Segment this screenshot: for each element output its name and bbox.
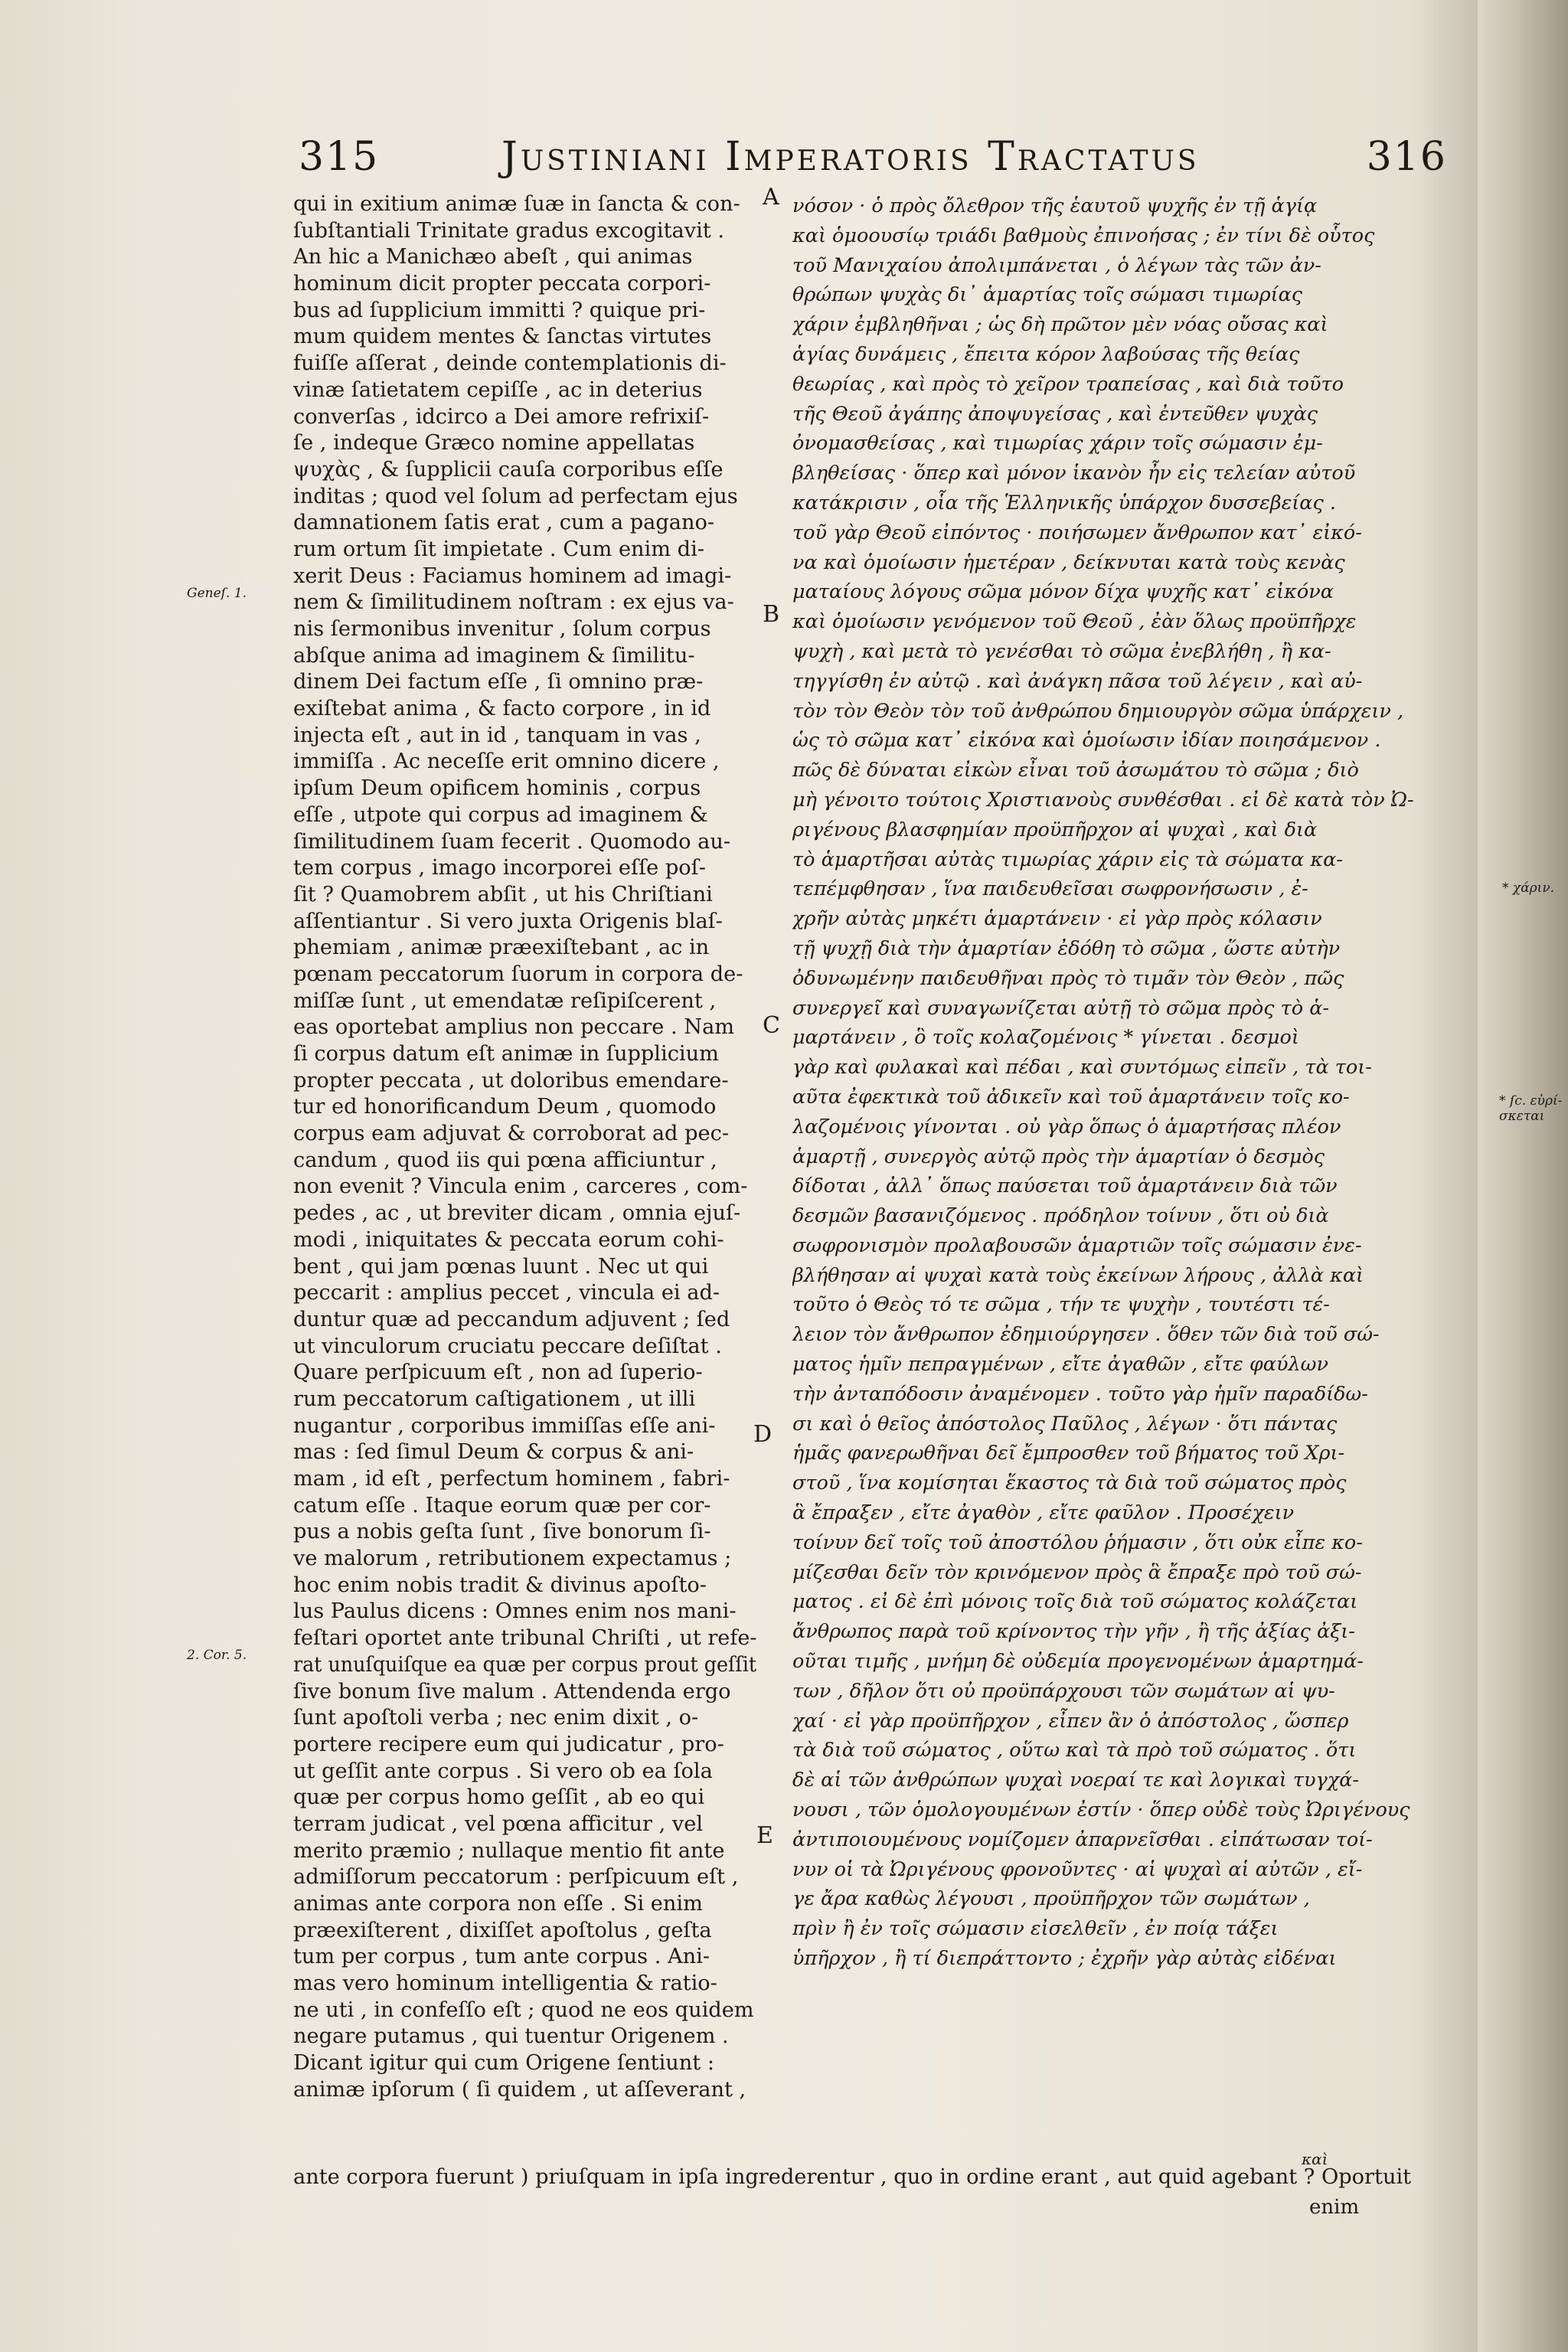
- latin-text-line: ipſum Deum opificem hominis , corpus: [293, 776, 701, 801]
- latin-text-line: merito præmio ; nullaque mentio fit ante: [293, 1838, 725, 1863]
- latin-text-line: ſimilitudinem ſuam fecerit . Quomodo au-: [293, 829, 731, 854]
- margin-note-genesis: Geneſ. 1.: [187, 586, 247, 601]
- latin-text-line: mam , id eſt , perfectum hominem , fabri-: [293, 1467, 730, 1491]
- latin-text-line: converſas , idcirco a Dei amore refrixiſ-: [293, 404, 710, 429]
- latin-text-line: tem corpus , imago incorporei eſſe poſ-: [293, 856, 706, 880]
- latin-text-line: propter peccata , ut doloribus emendare-: [293, 1068, 729, 1093]
- latin-text-line: aſſentiantur . Si vero juxta Origenis blaſ-: [293, 909, 723, 933]
- bottom-full-width-line: ante corpora fuerunt ) priuſquam in ipſa ingrederentur , quo in ordine erant , aut quid agebant ? Oportuit: [293, 2165, 1412, 2189]
- greek-text-line: των , δῆλον ὅτι οὐ προϋπάρχουσι τῶν σωμάτων αἱ ψυ-: [792, 1679, 1335, 1703]
- greek-text-line: μὴ γένοιτο τούτοις Χριστιανοὺς συνθέσθαι . εἰ δὲ κατὰ τὸν Ὠ-: [792, 788, 1414, 812]
- greek-text-line: οῦται τιμῆς , μνήμη δὲ οὐδεμία προγενομένων ἁμαρτημά-: [792, 1650, 1364, 1674]
- latin-text-line: vinæ ſatietatem cepiſſe , ac in deterius: [293, 377, 703, 402]
- margin-note-right-2: * ſc. εὑρί- σκεται: [1499, 1093, 1563, 1124]
- greek-text-line: ἁγίας δυνάμεις , ἔπειτα κόρον λαβούσας τῆς θείας: [792, 342, 1300, 366]
- latin-column: [293, 191, 756, 2104]
- greek-text-line: ὀδυνωμένην παιδευθῆναι πρὸς τὸ τιμᾶν τὸν Θεὸν , πῶς: [792, 966, 1344, 990]
- greek-text-line: πρὶν ἢ ἐν τοῖς σώμασιν εἰσελθεῖν , ἐν ποίᾳ τάξει: [792, 1917, 1279, 1941]
- latin-text-line: exiſtebat anima , & facto corpore , in id: [293, 697, 711, 721]
- catchword-latin: enim: [1309, 2196, 1360, 2219]
- latin-text-line: ſe , indeque Græco nomine appellatas: [293, 431, 695, 456]
- page-number-right: 316: [1366, 134, 1447, 180]
- latin-text-line: corpus eam adjuvat & corroborat ad pec-: [293, 1122, 730, 1146]
- latin-text-line: immiſſa . Ac neceſſe erit omnino dicere ,: [293, 750, 720, 774]
- greek-text-line: θεωρίας , καὶ πρὸς τὸ χεῖρον τραπείσας , καὶ διὰ τοῦτο: [792, 372, 1344, 396]
- greek-text-line: ὀνομασθείσας , καὶ τιμωρίας χάριν τοῖς σώμασιν ἐμ-: [792, 432, 1323, 456]
- latin-text-line: qui in exitium animæ ſuæ in ſancta & con-: [293, 192, 740, 216]
- greek-text-line: πῶς δὲ δύναται εἰκὼν εἶναι τοῦ ἀσωμάτου τὸ σῶμα ; διὸ: [792, 759, 1359, 782]
- greek-text-line: νυν οἱ τὰ Ὠριγένους φρονοῦντες · αἱ ψυχαὶ αἱ αὐτῶν , εἴ-: [792, 1857, 1363, 1881]
- catchword-greek: καὶ: [1302, 2150, 1328, 2168]
- greek-text-line: καὶ ὁμοουσίῳ τριάδι βαθμοὺς ἐπινοήσας ; ἐν τίνι δὲ οὗτος: [792, 224, 1375, 247]
- latin-text-line: ſubſtantiali Trinitate gradus excogitavit .: [293, 218, 724, 243]
- latin-text-line: pœnam peccatorum ſuorum in corpora de-: [293, 962, 743, 986]
- latin-text-line: feſtari oportet ante tribunal Chriſti , ut refe-: [293, 1626, 756, 1651]
- latin-text-line: bent , qui jam pœnas luunt . Nec ut qui: [293, 1254, 709, 1279]
- latin-text-line: mas vero hominum intelligentia & ratio-: [293, 1971, 717, 1996]
- greek-text-line: τοίνυν δεῖ τοῖς τοῦ ἀποστόλου ῥήμασιν , ὅτι οὐκ εἶπε κο-: [792, 1530, 1363, 1554]
- latin-text-line: quæ per corpus homo geſſit , ab eo qui: [293, 1785, 705, 1810]
- latin-text-line: abſque anima ad imaginem & ſimilitu-: [293, 643, 695, 668]
- latin-text-line: Dicant igitur qui cum Origene ſentiunt :: [293, 2051, 715, 2076]
- greek-text-line: θρώπων ψυχὰς δι᾽ ἁμαρτίας τοῖς σώμασι τιμωρίας: [792, 283, 1303, 307]
- latin-text-line: phemiam , animæ præexiſtebant , ac in: [293, 936, 710, 960]
- latin-text-line: candum , quod iis qui pœna afficiuntur ,: [293, 1148, 717, 1172]
- greek-text-line: σωφρονισμὸν προλαβουσῶν ἁμαρτιῶν τοῖς σώμασιν ἐνε-: [792, 1233, 1362, 1257]
- latin-text-line: modi , iniquitates & peccata eorum cohi-: [293, 1227, 724, 1252]
- latin-text-line: portere recipere eum qui judicatur , pro-: [293, 1732, 724, 1756]
- section-letter-d: D: [753, 1421, 773, 1448]
- margin-note-right-1: * χάριν.: [1502, 880, 1555, 896]
- greek-text-line: τῆς Θεοῦ ἀγάπης ἀποψυγείσας , καὶ ἐντεῦθεν ψυχὰς: [792, 402, 1318, 426]
- greek-text-line: χαί · εἰ γὰρ προϋπῆρχον , εἶπεν ἂν ὁ ἀπόστολος , ὥσπερ: [792, 1709, 1349, 1733]
- latin-text-line: rum peccatorum caſtigationem , ut illi: [293, 1387, 696, 1411]
- greek-text-line: βληθείσας · ὅπερ καὶ μόνον ἱκανὸν ἦν εἰς τελείαν αὐτοῦ: [792, 462, 1356, 485]
- latin-text-line: pedes , ac , ut breviter dicam , omnia ejuſ-: [293, 1201, 741, 1226]
- greek-text-line: λειον τὸν ἄνθρωπον ἐδημιούργησεν . ὅθεν τῶν διὰ τοῦ σώ-: [792, 1323, 1380, 1347]
- running-title: Justiniani Imperatoris Tractatus: [501, 134, 1200, 180]
- greek-text-line: τηγγίσθη ἐν αὐτῷ . καὶ ἀνάγκη πᾶσα τοῦ λέγειν , καὶ αὐ-: [792, 669, 1363, 693]
- greek-text-line: ὡς τὸ σῶμα κατ᾽ εἰκόνα καὶ ὁμοίωσιν ἰδίαν ποιησάμενον .: [792, 729, 1381, 753]
- greek-text-line: ἀντιποιουμένους νομίζομεν ἀπαρνεῖσθαι . εἰπάτωσαν τοί-: [792, 1828, 1373, 1851]
- latin-text-line: fuiſſe aſſerat , deinde contemplationis di-: [293, 351, 727, 376]
- latin-text-line: admiſſorum peccatorum : perſpicuum eſt ,: [293, 1865, 739, 1890]
- greek-text-line: τὸ ἁμαρτῆσαι αὐτὰς τιμωρίας χάριν εἰς τὰ σώματα κα-: [792, 848, 1343, 871]
- section-letter-e: E: [756, 1822, 773, 1849]
- latin-text-line: ut geſſit ante corpus . Si vero ob ea ſola: [293, 1759, 713, 1783]
- latin-text-line: pus a nobis geſta ſunt , ſive bonorum ſi-: [293, 1520, 711, 1544]
- latin-text-line: ve malorum , retributionem expectamus ;: [293, 1547, 732, 1571]
- latin-text-line: dinem Dei factum eſſe , ſi omnino præ-: [293, 670, 704, 694]
- section-letter-b: B: [763, 601, 780, 628]
- greek-text-line: χάριν ἐμβληθῆναι ; ὡς δὴ πρῶτον μὲν νόας οὔσας καὶ: [792, 313, 1328, 337]
- greek-text-line: δεσμῶν βασανιζόμενος . πρόδηλον τοίνυν , ὅτι οὐ διὰ: [792, 1204, 1329, 1228]
- latin-text-line: negare putamus , qui tuentur Origenem .: [293, 2024, 729, 2049]
- latin-text-line: animas ante corpora non eſſe . Si enim: [293, 1892, 703, 1916]
- latin-text-line: lus Paulus dicens : Omnes enim nos mani-: [293, 1599, 737, 1624]
- greek-text-line: μαρτάνειν , ὃ τοῖς κολαζομένοις * γίνεται . δεσμοὶ: [792, 1026, 1299, 1050]
- latin-text-line: inditas ; quod vel ſolum ad perfectam ejus: [293, 484, 738, 508]
- greek-text-line: ριγένους βλασφημίαν προϋπῆρχον αἱ ψυχαὶ , καὶ διὰ: [792, 818, 1318, 841]
- page-number-left: 315: [299, 134, 380, 180]
- greek-column: [792, 191, 1459, 1974]
- latin-text-line: nem & ſimilitudinem noſtram : ex ejus va-: [293, 590, 734, 615]
- latin-text-line: miſſæ ſunt , ut emendatæ reſipiſcerent ,: [293, 988, 717, 1013]
- latin-text-line: hoc enim nobis tradit & divinus apoſto-: [293, 1573, 707, 1597]
- greek-text-line: να καὶ ὁμοίωσιν ἡμετέραν , δείκνυται κατὰ τοὺς κενὰς: [792, 550, 1345, 574]
- latin-text-line: Quare perſpicuum eſt , non ad ſuperio-: [293, 1361, 703, 1385]
- latin-text-line: eſſe , utpote qui corpus ad imaginem &: [293, 802, 708, 827]
- greek-text-line: ματος ἡμῖν πεπραγμένων , εἴτε ἀγαθῶν , εἴτε φαύλων: [792, 1353, 1328, 1377]
- latin-text-line: tum per corpus , tum ante corpus . Ani-: [293, 1945, 710, 1969]
- latin-text-line: non evenit ? Vincula enim , carceres , com-: [293, 1174, 748, 1199]
- latin-text-line: xerit Deus : Faciamus hominem ad imagi-: [293, 564, 732, 588]
- greek-text-line: ἁμαρτῇ , συνεργὸς αὐτῷ πρὸς τὴν ἁμαρτίαν ὁ δεσμὸς: [792, 1145, 1325, 1168]
- greek-text-line: ματαίους λόγους σῶμα μόνον δίχα ψυχῆς κατ᾽ εἰκόνα: [792, 580, 1334, 604]
- greek-text-line: συνεργεῖ καὶ συναγωνίζεται αὐτῇ τὸ σῶμα πρὸς τὸ ἁ-: [792, 996, 1330, 1020]
- greek-text-line: ματος . εἰ δὲ ἐπὶ μόνοις τοῖς διὰ τοῦ σώματος κολάζεται: [792, 1590, 1358, 1614]
- latin-text-line: peccarit : amplius peccet , vincula ei ad-: [293, 1281, 720, 1305]
- latin-text-line: animæ ipſorum ( ſi quidem , ut aſſeverant ,: [293, 2077, 746, 2102]
- latin-text-line: duntur quæ ad peccandum adjuvent ; ſed: [293, 1307, 730, 1331]
- latin-text-line: mas : ſed ſimul Deum & corpus & ani-: [293, 1440, 694, 1465]
- book-gutter: [1478, 0, 1568, 2352]
- latin-text-line: præexiſterent , dixiſſet apoſtolus , geſta: [293, 1918, 712, 1942]
- greek-text-line: τὸν τὸν Θεὸν τὸν τοῦ ἀνθρώπου δημιουργὸν σῶμα ὑπάρχειν ,: [792, 699, 1404, 723]
- latin-text-line: bus ad ſupplicium immitti ? quique pri-: [293, 298, 706, 322]
- greek-text-line: αῦτα ἐφεκτικὰ τοῦ ἀδικεῖν καὶ τοῦ ἁμαρτάνειν τοῖς κο-: [792, 1085, 1350, 1109]
- latin-text-line: eas oportebat amplius non peccare . Nam: [293, 1015, 735, 1040]
- greek-text-line: νόσον · ὁ πρὸς ὄλεθρον τῆς ἑαυτοῦ ψυχῆς ἐν τῇ ἁγίᾳ: [792, 194, 1318, 217]
- greek-text-line: μίζεσθαι δεῖν τὸν κρινόμενον πρὸς ἃ ἔπραξε πρὸ τοῦ σώ-: [792, 1560, 1362, 1584]
- latin-text-line: nugantur , corporibus immiſſas eſſe ani-: [293, 1413, 716, 1438]
- greek-text-line: κατάκρισιν , οἷα τῆς Ἑλληνικῆς ὑπάρχον δυσσεβείας .: [792, 491, 1336, 514]
- greek-text-line: λαζομένοις γίνονται . οὐ γὰρ ὅπως ὁ ἁμαρτήσας πλέον: [792, 1115, 1341, 1138]
- latin-text-line: mum quidem mentes & ſanctas virtutes: [293, 325, 712, 349]
- latin-text-line: An hic a Manichæo abeſt , qui animas: [293, 245, 693, 270]
- latin-text-line: rum ortum ſit impietate . Cum enim di-: [293, 537, 704, 561]
- latin-text-line: ſunt apoſtoli verba ; nec enim dixit , o-: [293, 1706, 699, 1730]
- greek-text-line: ὑπῆρχον , ἢ τί διεπράττοντο ; ἐχρῆν γὰρ αὐτὰς εἰδέναι: [792, 1947, 1337, 1971]
- section-letter-c: C: [763, 1012, 780, 1039]
- greek-text-line: βλήθησαν αἱ ψυχαὶ κατὰ τοὺς ἐκείνων λήρους , ἀλλὰ καὶ: [792, 1263, 1364, 1287]
- greek-text-line: δὲ αἱ τῶν ἀνθρώπων ψυχαὶ νοεραί τε καὶ λογικαὶ τυγχά-: [792, 1769, 1359, 1792]
- greek-text-line: τῇ ψυχῇ διὰ τὴν ἁμαρτίαν ἐδόθη τὸ σῶμα , ὥστε αὐτὴν: [792, 936, 1341, 960]
- greek-text-line: ἡμᾶς φανερωθῆναι δεῖ ἔμπροσθεν τοῦ βήματος τοῦ Χρι-: [792, 1442, 1345, 1465]
- greek-text-line: ἃ ἔπραξεν , εἴτε ἀγαθὸν , εἴτε φαῦλον . Προσέχειν: [792, 1501, 1295, 1525]
- latin-text-line: ſive bonum ſive malum . Attendenda ergo: [293, 1679, 731, 1704]
- latin-text-line: ſi corpus datum eſt animæ in ſupplicium: [293, 1042, 719, 1066]
- greek-text-line: γὰρ καὶ φυλακαὶ καὶ πέδαι , καὶ συντόμως εἰπεῖν , τὰ τοι-: [792, 1056, 1372, 1080]
- latin-text-line: nis ſermonibus invenitur , ſolum corpus: [293, 617, 711, 641]
- greek-text-line: τοῦ Μανιχαίου ἀπολιμπάνεται , ὁ λέγων τὰς τῶν ἀν-: [792, 253, 1321, 277]
- greek-text-line: νουσι , τῶν ὁμολογουμένων ἐστίν · ὅπερ οὐδὲ τοὺς Ὠριγένους: [792, 1798, 1410, 1822]
- latin-text-line: rat unuſquiſque ea quæ per corpus prout geſſit: [293, 1652, 756, 1677]
- greek-text-line: ἄνθρωπος παρὰ τοῦ κρίνοντος τὴν γῆν , ἢ τῆς ἀξίας ἀξι-: [792, 1620, 1355, 1644]
- latin-text-line: ſit ? Quamobrem abſit , ut his Chriſtiani: [293, 882, 713, 906]
- latin-text-line: ut vinculorum cruciatu peccare deſiſtat .: [293, 1334, 722, 1358]
- greek-text-line: τεπέμφθησαν , ἵνα παιδευθεῖσαι σωφρονήσωσιν , ἐ-: [792, 877, 1308, 901]
- latin-text-line: catum eſſe . Itaque eorum quæ per cor-: [293, 1493, 711, 1517]
- greek-text-line: τὴν ἀνταπόδοσιν ἀναμένομεν . τοῦτο γὰρ ἡμῖν παραδίδω-: [792, 1382, 1368, 1406]
- greek-text-line: ψυχὴ , καὶ μετὰ τὸ γενέσθαι τὸ σῶμα ἐνεβλήθη , ἢ κα-: [792, 639, 1331, 663]
- greek-text-line: σι καὶ ὁ θεῖος ἀπόστολος Παῦλος , λέγων · ὅτι πάντας: [792, 1412, 1338, 1436]
- greek-text-line: τὰ διὰ τοῦ σώματος , οὕτω καὶ τὰ πρὸ τοῦ σώματος . ὅτι: [792, 1739, 1357, 1762]
- margin-note-corinthians: 2. Cor. 5.: [187, 1648, 247, 1663]
- greek-text-line: στοῦ , ἵνα κομίσηται ἕκαστος τὰ διὰ τοῦ σώματος πρὸς: [792, 1472, 1347, 1495]
- greek-text-line: τοῦτο ὁ Θεὸς τό τε σῶμα , τήν τε ψυχὴν , τουτέστι τέ-: [792, 1293, 1330, 1317]
- latin-text-line: terram judicat , vel pœna afficitur , vel: [293, 1811, 704, 1836]
- latin-text-line: damnationem ſatis erat , cum a pagano-: [293, 511, 715, 535]
- latin-text-line: hominum dicit propter peccata corpori-: [293, 272, 711, 296]
- greek-text-line: χρῆν αὐτὰς μηκέτι ἁμαρτάνειν · εἰ γὰρ πρὸς κόλασιν: [792, 907, 1322, 931]
- latin-text-line: ne uti , in confeſſo eſt ; quod ne eos quidem: [293, 1998, 754, 2022]
- greek-text-line: δίδοται , ἀλλ᾽ ὅπως παύσεται τοῦ ἁμαρτάνειν διὰ τῶν: [792, 1174, 1338, 1198]
- latin-text-line: tur ed honorificandum Deum , quomodo: [293, 1095, 717, 1119]
- page-header: [299, 134, 1447, 188]
- latin-text-line: injecta eſt , aut in id , tanquam in vas ,: [293, 723, 701, 747]
- section-letter-a: A: [763, 184, 779, 211]
- greek-text-line: γε ἄρα καθὼς λέγουσι , προϋπῆρχον τῶν σωμάτων ,: [792, 1887, 1310, 1911]
- greek-text-line: καὶ ὁμοίωσιν γενόμενον τοῦ Θεοῦ , ἐὰν ὅλως προϋπῆρχε: [792, 610, 1357, 634]
- latin-text-line: ψυχὰς , & ſupplicii cauſa corporibus eſſe: [293, 457, 724, 482]
- greek-text-line: τοῦ γὰρ Θεοῦ εἰπόντος · ποιήσωμεν ἄνθρωπον κατ᾽ εἰκό-: [792, 521, 1362, 544]
